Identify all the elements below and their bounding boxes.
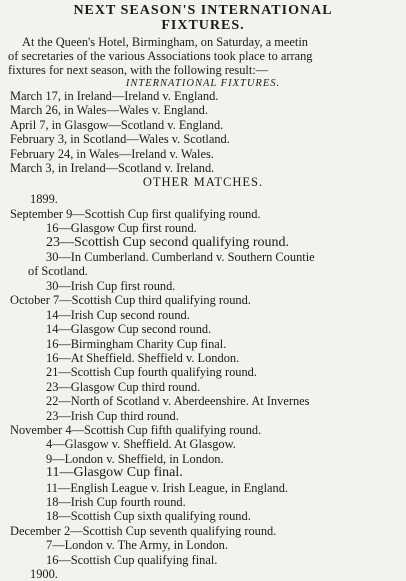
year-heading-1899: 1899. xyxy=(30,192,58,207)
international-fixture: March 3, in Ireland—Scotland v. Ireland. xyxy=(10,161,215,176)
international-fixtures-heading: INTERNATIONAL FIXTURES. xyxy=(125,78,281,89)
fixture-line: 18—Irish Cup fourth round. xyxy=(46,494,186,509)
fixture-line: 11—Glasgow Cup final. xyxy=(46,465,183,481)
other-matches-heading: OTHER MATCHES. xyxy=(142,175,264,190)
fixture-line: 16—Scottish Cup qualifying final. xyxy=(46,552,218,567)
intro-line: of secretaries of the various Associations took place to arrang xyxy=(8,49,313,63)
fixture-line: 14—Glasgow Cup second round. xyxy=(46,322,212,337)
fixture-line: 30—In Cumberland. Cumberland v. Southern Countie xyxy=(46,250,315,265)
fixture-line: 16—At Sheffield. Sheffield v. London. xyxy=(46,350,240,365)
fixture-line: 30—Irish Cup first round. xyxy=(46,278,176,293)
fixture-line: 23—Irish Cup third round. xyxy=(46,408,179,423)
headline-line-1: NEXT SEASON'S INTERNATIONAL xyxy=(73,3,333,18)
fixture-line: 22—North of Scotland v. Aberdeenshire. At Invernes xyxy=(46,394,310,409)
fixture-line: of Scotland. xyxy=(28,264,88,279)
international-fixture: March 17, in Ireland—Ireland v. England. xyxy=(10,89,219,103)
fixture-line: 9—London v. Sheffield, in London. xyxy=(46,451,224,466)
fixture-line: December 2—Scottish Cup seventh qualifying round. xyxy=(10,523,277,538)
fixture-line: 21—Scottish Cup fourth qualifying round. xyxy=(46,365,257,380)
international-fixture: March 26, in Wales—Wales v. England. xyxy=(10,103,208,118)
intro-line: fixtures for next season, with the following result:— xyxy=(8,63,269,77)
fixture-line: 14—Irish Cup second round. xyxy=(46,307,190,322)
year-heading-1900: 1900. xyxy=(30,567,58,581)
fixture-line: September 9—Scottish Cup first qualifying round. xyxy=(10,206,261,221)
international-fixtures-list xyxy=(0,89,406,175)
newspaper-clipping xyxy=(0,3,406,581)
fixture-line: 11—English League v. Irish League, in England. xyxy=(46,480,289,495)
fixture-line: 23—Glasgow Cup third round. xyxy=(46,379,201,394)
fixture-line: 16—Glasgow Cup first round. xyxy=(46,221,197,236)
intro-line: At the Queen's Hotel, Birmingham, on Saturday, a meetin xyxy=(22,35,309,49)
fixture-line: 7—London v. The Army, in London. xyxy=(46,538,228,553)
international-fixture: February 24, in Wales—Ireland v. Wales. xyxy=(10,146,214,161)
fixture-line: 16—Birmingham Charity Cup final. xyxy=(46,336,227,351)
fixture-line: October 7—Scottish Cup third qualifying round. xyxy=(10,293,251,308)
headline-line-2: FIXTURES. xyxy=(161,18,245,33)
fixture-line: November 4—Scottish Cup fifth qualifying round. xyxy=(10,422,262,437)
international-fixture: April 7, in Glasgow—Scotland v. England. xyxy=(10,117,224,132)
fixture-line: 18—Scottish Cup sixth qualifying round. xyxy=(46,509,251,524)
other-fixtures-list xyxy=(0,207,406,567)
international-fixture: February 3, in Scotland—Wales v. Scotland. xyxy=(10,132,230,147)
fixture-line: 4—Glasgow v. Sheffield. At Glasgow. xyxy=(46,437,236,452)
fixture-line: 23—Scottish Cup second qualifying round. xyxy=(46,234,290,250)
intro-paragraph xyxy=(0,33,406,77)
